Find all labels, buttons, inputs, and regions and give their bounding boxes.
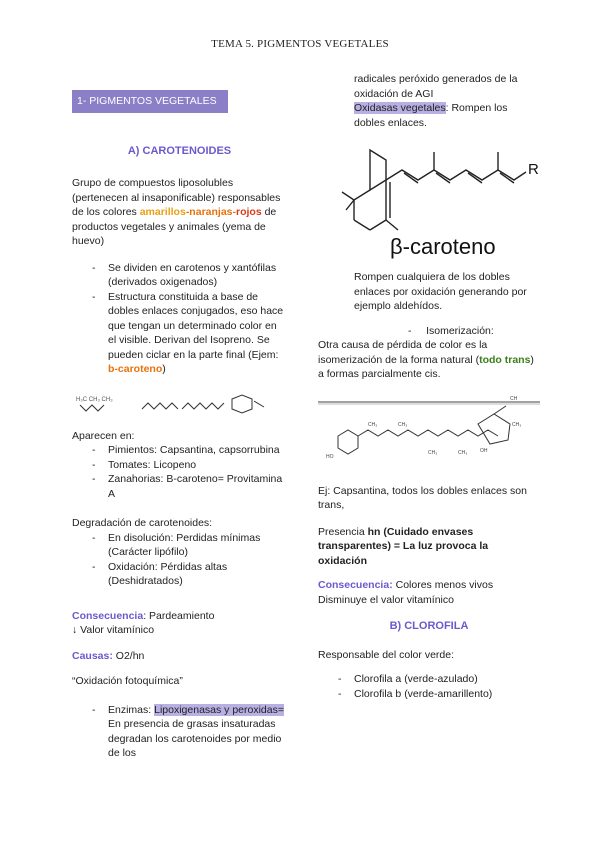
svg-text:OH: OH bbox=[480, 447, 488, 454]
presence-text-a: Presencia bbox=[318, 525, 368, 538]
svg-text:HO: HO bbox=[326, 453, 334, 460]
right-consequence-line-2: Disminuye el valor vitamínico bbox=[318, 593, 454, 606]
isomerization-text-b: ) a formas parcialmente cis. bbox=[318, 353, 534, 380]
consequence-text: : Pardeamiento bbox=[143, 609, 215, 622]
intro-paragraph bbox=[72, 176, 287, 249]
carotene-structure-small-image bbox=[72, 389, 272, 419]
oxidases-text: : Rompen los dobles enlaces. bbox=[354, 102, 508, 129]
consequence-label: Consecuencia bbox=[72, 609, 144, 622]
right-consequence-label: Consecuencia: bbox=[318, 579, 393, 591]
intro-red: rojos bbox=[236, 206, 262, 218]
isomerization-heading: - Isomerización: bbox=[408, 324, 494, 337]
isomerization-heading-text: Isomerización: bbox=[426, 324, 494, 337]
carotenoides-heading: A) CAROTENOIDES bbox=[127, 144, 232, 157]
list-item bbox=[92, 703, 287, 761]
appear-list bbox=[72, 443, 287, 501]
example-paragraph: Ej: Capsantina, todos los dobles enlaces son trans, bbox=[318, 484, 527, 511]
clorofila-list bbox=[318, 672, 540, 701]
presence-text-b: hn (Cuidado envases transparentes) = La luz provoca la oxidación bbox=[318, 525, 489, 567]
degradation-title: Degradación de carotenoides: bbox=[72, 517, 213, 529]
consequence-line-2: ↓ Valor vitamínico bbox=[72, 624, 155, 636]
left-column bbox=[72, 90, 287, 761]
bullet2-text-a: Estructura constituida a base de dobles enlaces conjugados, eso hace que tengan un determinado color en el visible. Derivan del Isopreno. Se pueden ciclar en la parte final (Ejem: bbox=[108, 290, 284, 361]
bullet2-text-b: ) bbox=[162, 363, 166, 375]
oxidases-highlight: Oxidasas vegetales bbox=[354, 102, 446, 114]
structure-r-label: R bbox=[528, 161, 539, 178]
appear-title: Aparecen en: bbox=[72, 429, 135, 442]
clorofila-heading: B) CLOROFILA bbox=[389, 620, 469, 632]
svg-text:CH₃: CH₃ bbox=[458, 449, 468, 456]
svg-text:CH₃: CH₃ bbox=[428, 449, 438, 456]
list-item bbox=[92, 290, 287, 377]
carotenoid-properties-list bbox=[72, 261, 287, 377]
list-item: - Zanahorias: B-caroteno= Provitamina A bbox=[92, 472, 287, 501]
intro-orange: -naranjas- bbox=[185, 206, 236, 218]
page-header: TEMA 5. PIGMENTOS VEGETALES bbox=[211, 38, 389, 50]
continuation-text: radicales peróxido generados de la oxidación de AGI bbox=[354, 73, 518, 100]
clorofila-intro: Responsable del color verde: bbox=[318, 648, 454, 661]
enzyme-text-b: En presencia de grasas insaturadas degradan los carotenoides por medio de los bbox=[108, 718, 282, 759]
beta-carotene-structure-image bbox=[318, 142, 540, 262]
list-item: - Se dividen en carotenos y xantófilas (derivados oxigenados) bbox=[92, 261, 287, 290]
list-item: - Tomates: Licopeno bbox=[92, 458, 287, 473]
svg-text:CH₃: CH₃ bbox=[398, 421, 408, 428]
presence-paragraph bbox=[318, 525, 540, 569]
right-consequence-line bbox=[318, 578, 540, 593]
capsanthin-structure-image bbox=[318, 396, 540, 476]
causes-label: Causas: bbox=[72, 649, 113, 662]
list-item: - En disolución: Perdidas mínimas (Carácter lipófilo) bbox=[92, 531, 287, 560]
consequence-line bbox=[72, 609, 287, 624]
right-consequence-text: Colores menos vivos bbox=[392, 579, 494, 591]
svg-text:CH: CH bbox=[510, 395, 518, 402]
isomerization-paragraph bbox=[318, 338, 540, 382]
list-item: - Pimientos: Capsantina, capsorrubina bbox=[92, 443, 287, 458]
enzyme-list bbox=[72, 703, 287, 761]
photochemical-quote: “Oxidación fotoquímica” bbox=[72, 675, 183, 687]
intro-yellow: amarillos bbox=[139, 206, 186, 218]
svg-text:CH₃: CH₃ bbox=[368, 421, 378, 428]
intro-text-a: Grupo de compuestos liposolubles (pertenecen al insaponificable) responsables de los colores bbox=[72, 177, 281, 218]
svg-text:CH₃: CH₃ bbox=[512, 421, 522, 428]
list-item: - Clorofila a (verde-azulado) bbox=[338, 672, 540, 687]
degradation-list bbox=[72, 531, 287, 589]
enzyme-text-a: Enzimas: bbox=[108, 703, 155, 716]
intro-text-b: de productos vegetales y animales (yema de huevo) bbox=[72, 206, 277, 247]
bullet2-emphasis: b-caroteno bbox=[108, 363, 163, 375]
causes-text: O2/hn bbox=[112, 649, 145, 662]
right-column bbox=[318, 72, 540, 701]
svg-text:H₃C CH₃ CH₃: H₃C CH₃ CH₃ bbox=[76, 396, 113, 403]
causes-line bbox=[72, 649, 287, 664]
break-paragraph: Rompen cualquiera de los dobles enlaces por oxidación generando por ejemplo aldehídos. bbox=[354, 271, 527, 312]
isomerization-text-a: Otra causa de pérdida de color es la isomerización de la forma natural ( bbox=[318, 339, 488, 366]
isomerization-green: todo trans bbox=[479, 353, 531, 366]
section-title-bar: 1- PIGMENTOS VEGETALES bbox=[72, 90, 228, 113]
list-item: - Oxidación: Pérdidas altas (Deshidratados) bbox=[92, 560, 287, 589]
oxidases-line bbox=[318, 101, 540, 130]
list-item: - Clorofila b (verde-amarillento) bbox=[338, 687, 540, 702]
structure-name-label: β-caroteno bbox=[390, 234, 496, 259]
enzyme-highlight: Lipoxigenasas y peroxidas= bbox=[154, 703, 284, 716]
